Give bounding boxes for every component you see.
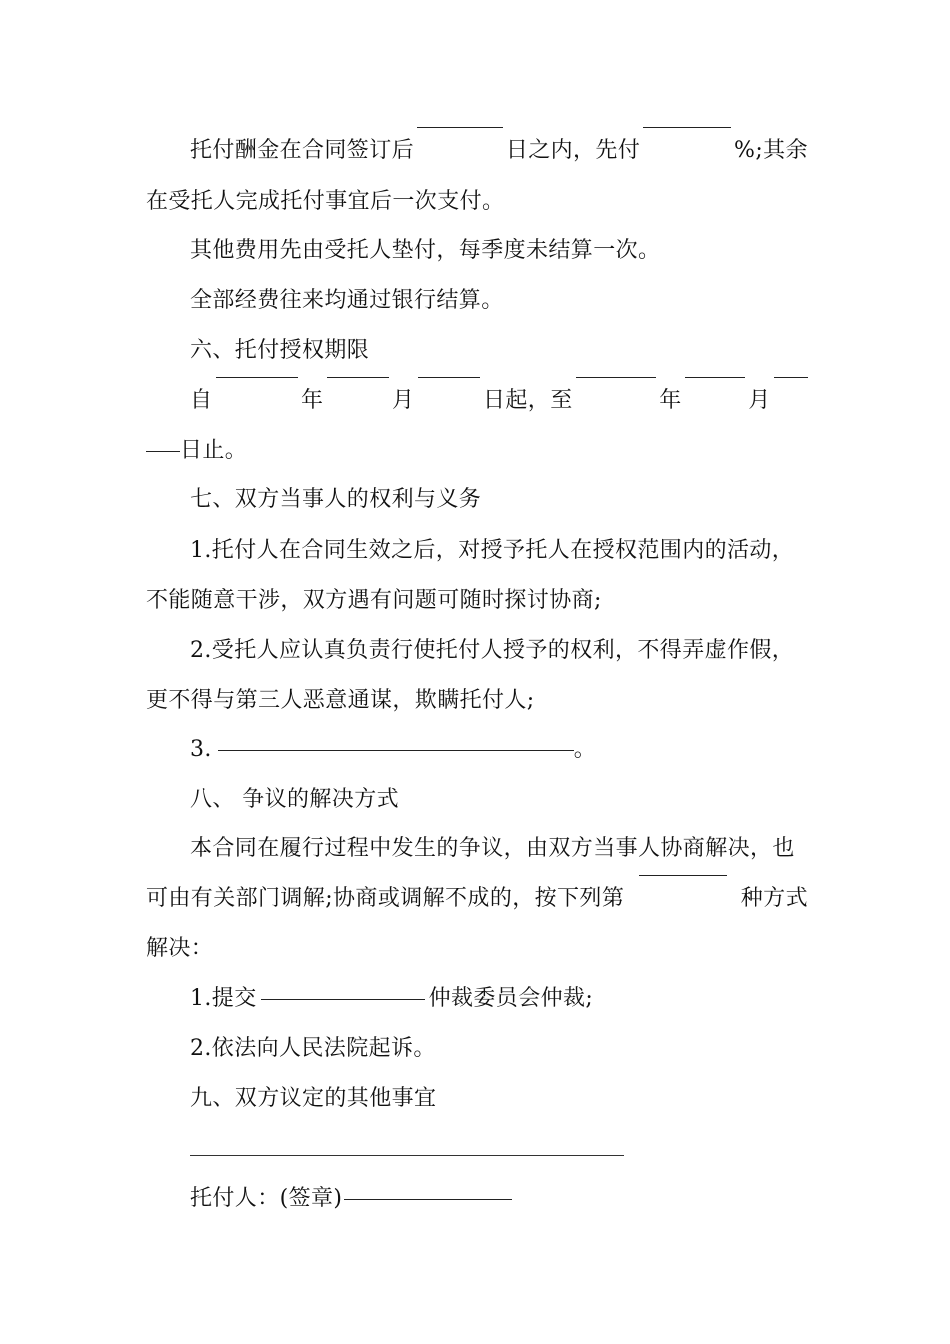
section-6-heading: 六、托付授权期限 [190,338,370,363]
rights-item-2-line-1: 2.受托人应认真负责行使托付人授予的权利，不得弄虚作假， [190,638,795,663]
end-year-blank [576,376,656,378]
client-signature-line [190,1179,808,1219]
rights-item-1-line-1: 1.托付人在合同生效之后，对授予托人在授权范围内的活动， [190,538,795,563]
section-7-heading: 七、双方当事人的权利与义务 [190,487,482,512]
end-day-blank-start [774,376,808,378]
payment-clause-text: %;其余 [734,138,808,163]
period-text: 自 [190,388,213,413]
dispute-clause-line-2 [146,879,808,919]
dispute-text: 种方式 [740,886,808,911]
item-3-number: 3. [190,737,212,762]
payment-clause-line-1 [190,131,808,171]
rights-item-2-line-2: 更不得与第三人恶意通谋，欺瞒托付人; [146,688,535,713]
percent-blank [643,126,731,128]
start-month-blank [327,376,389,378]
arbitration-text: 仲裁委员会仲裁; [428,986,594,1011]
item-3-blank [218,749,574,751]
days-blank [417,126,503,128]
arbitration-option [190,979,808,1019]
payment-clause-text: 日之内，先付 [505,138,641,163]
signature-label: 托付人：(签章) [190,1186,343,1211]
item-3-end: 。 [573,737,597,762]
period-text: 年 [301,388,324,413]
authorization-period-line-2 [146,431,808,471]
arbitration-committee-blank [261,998,425,1000]
start-year-blank [216,376,298,378]
dispute-method-blank [639,874,727,876]
section-9-heading: 九、双方议定的其他事宜 [190,1086,437,1111]
period-text: 日起，至 [483,388,573,413]
section-8-heading: 八、 争议的解决方式 [190,787,399,812]
start-day-blank [418,376,480,378]
other-fees-clause: 其他费用先由受托人垫付，每季度未结算一次。 [190,238,661,263]
rights-item-1-line-2: 不能随意干涉，双方遇有问题可随时探讨协商; [146,588,602,613]
arbitration-text: 1.提交 [190,986,257,1011]
period-text: 月 [392,388,415,413]
period-text: 年 [659,388,682,413]
signature-blank [344,1198,512,1200]
dispute-text: 可由有关部门调解;协商或调解不成的，按下列第 [146,886,625,911]
end-day-blank-continued [146,450,180,452]
payment-clause-text: 托付酬金在合同签订后 [190,138,415,163]
end-month-blank [685,376,745,378]
dispute-clause-line-1: 本合同在履行过程中发生的争议，由双方当事人协商解决，也 [190,836,795,861]
other-matters-blank-line [190,1155,624,1156]
dispute-clause-line-3: 解决： [146,936,214,961]
authorization-period-line-1 [190,381,808,421]
period-text: 月 [748,388,771,413]
period-end-text: 日止。 [180,438,248,463]
rights-item-3 [190,730,808,770]
court-option: 2.依法向人民法院起诉。 [190,1036,436,1061]
bank-settlement-clause: 全部经费往来均通过银行结算。 [190,288,504,313]
payment-clause-line-2: 在受托人完成托付事宜后一次支付。 [146,189,505,214]
